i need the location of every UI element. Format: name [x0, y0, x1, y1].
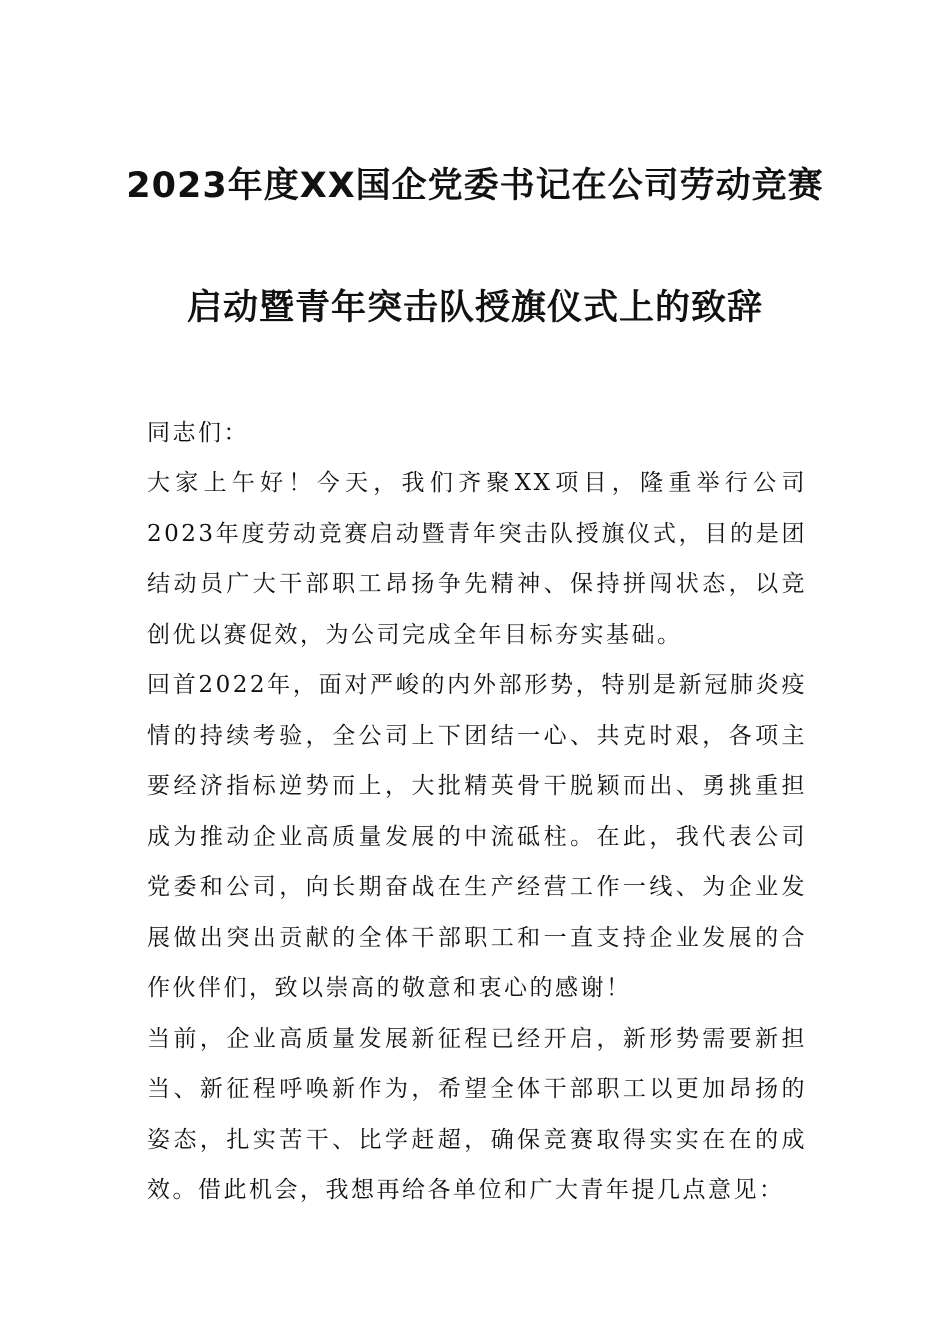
paragraph-review: 回首2022年，面对严峻的内外部形势，特别是新冠肺炎疫情的持续考验，全公司上下团结一心、共克时艰，各项主要经济指标逆势而上，大批精英骨干脱颖而出、勇挑重担成为推动企业高质量发展的中流砥柱。在此，我代表公司党委和公司，向长期奋战在生产经营工作一线、为企业发展做出突出贡献的全体干部职工和一直支持企业发展的合作伙伴们，致以崇高的敬意和衷心的感谢！ [147, 672, 807, 1001]
document-title-line-2: 启动暨青年突击队授旗仪式上的致辞 [186, 288, 763, 328]
paragraph-opening: 大家上午好！今天，我们齐聚XX项目，隆重举行公司2023年度劳动竞赛启动暨青年突击队授旗仪式，目的是团结动员广大干部职工昂扬争先精神、保持拼闯状态，以竞创优以赛促效，为公司完成全年目标夯实基础。 [147, 470, 807, 648]
document-body [147, 458, 807, 1216]
salutation: 同志们： [147, 420, 249, 446]
paragraph-outlook: 当前，企业高质量发展新征程已经开启，新形势需要新担当、新征程呼唤新作为，希望全体干部职工以更加昂扬的姿态，扎实苦干、比学赶超，确保竞赛取得实实在在的成效。借此机会，我想再给各单位和广大青年提几点意见： [147, 1025, 807, 1203]
document-title-line-1: 2023年度XX国企党委书记在公司劳动竞赛 [126, 166, 824, 206]
